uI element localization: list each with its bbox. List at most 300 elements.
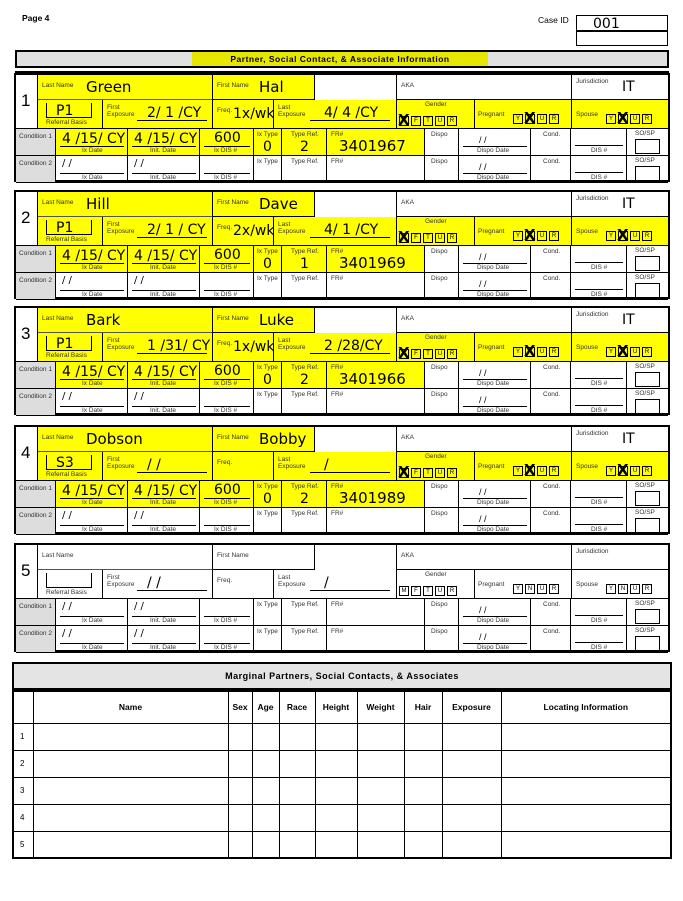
marginal-cell-race[interactable] <box>279 723 315 750</box>
marginal-cell-locating-information[interactable] <box>501 777 671 804</box>
dispo-date-field[interactable]: / / Dispo Date <box>459 508 531 535</box>
first-exposure-field[interactable]: First Exposure 1 /31/ CY <box>103 333 213 362</box>
pregnant-option-u[interactable]: U <box>537 231 547 241</box>
spouse-option-u[interactable]: U <box>630 114 640 124</box>
referral-basis-field[interactable]: P1 Referral Basis <box>38 333 103 362</box>
jurisdiction-field[interactable]: Jurisdiction <box>572 545 668 570</box>
dispo-date-field[interactable]: / / Dispo Date <box>459 246 531 273</box>
gender-option-m[interactable] <box>399 116 409 126</box>
pregnant-option-n[interactable]: N <box>525 584 535 594</box>
dispo-date-field[interactable]: / / Dispo Date <box>459 389 531 416</box>
spouse-option-y[interactable]: Y <box>606 231 616 241</box>
dis-field[interactable]: DIS # <box>571 599 627 626</box>
gender-option-t[interactable]: T <box>423 586 433 596</box>
dispo-date-field[interactable]: / / Dispo Date <box>459 481 531 508</box>
gender-option-r[interactable]: R <box>447 116 457 126</box>
marginal-cell-name[interactable] <box>33 777 228 804</box>
type-ref-field[interactable]: Type Ref. 2 <box>282 481 327 508</box>
first-exposure-value: 2/ 1 / CY <box>147 222 206 238</box>
spouse-option-r[interactable]: R <box>642 114 652 124</box>
ix-date-field[interactable]: / / Ix Date <box>56 626 128 653</box>
last-exposure-field[interactable]: Last Exposure / <box>274 452 397 481</box>
init-date-field[interactable]: / / Init. Date <box>128 626 200 653</box>
marginal-cell-exposure[interactable] <box>442 777 501 804</box>
partner-number: 4 <box>21 443 31 462</box>
spouse-field[interactable]: Spouse Y N U R <box>572 570 668 599</box>
fr-field[interactable]: FR# <box>327 626 425 653</box>
dis-field[interactable]: DIS # <box>571 246 627 273</box>
row-number: 3 <box>13 777 33 804</box>
first-name-field[interactable]: First Name <box>213 545 315 570</box>
marginal-cell-age[interactable] <box>252 723 279 750</box>
init-date-field[interactable]: 4 /15/ CY Init. Date <box>128 481 200 508</box>
type-ref-field[interactable]: Type Ref. 2 <box>282 362 327 389</box>
pregnant-field[interactable]: Pregnant Y X U R <box>475 333 572 362</box>
marginal-cell-height[interactable] <box>315 804 357 831</box>
dis-field[interactable]: DIS # <box>571 508 627 535</box>
gender-option-f[interactable]: F <box>411 233 421 243</box>
sosp-checkbox[interactable] <box>635 139 660 154</box>
freq-field[interactable]: Freq. <box>213 452 274 481</box>
ix-dis-field[interactable]: Ix DIS # <box>200 626 254 653</box>
spouse-option-y[interactable]: Y <box>606 584 616 594</box>
jurisdiction-field[interactable]: Jurisdiction IT <box>572 427 668 452</box>
marginal-cell-locating-information[interactable] <box>501 804 671 831</box>
cond-field[interactable]: Cond. <box>531 246 571 273</box>
gender-option-t[interactable]: T <box>423 349 433 359</box>
gender-field[interactable]: Gender XF T U R <box>397 217 475 246</box>
sosp-field[interactable]: SO/SP <box>627 246 668 273</box>
gender-option-f[interactable]: F <box>411 116 421 126</box>
cond-field[interactable]: Cond. <box>531 389 571 416</box>
dis-field[interactable]: DIS # <box>571 273 627 300</box>
sosp-checkbox[interactable] <box>635 609 660 624</box>
pregnant-option-n[interactable] <box>525 231 535 241</box>
gender-option-m[interactable]: M <box>399 586 409 596</box>
aka-field[interactable]: AKA <box>397 427 572 452</box>
ix-dis-field[interactable]: 600 Ix DIS # <box>200 246 254 273</box>
marginal-cell-height[interactable] <box>315 831 357 858</box>
referral-basis-value: P1 <box>56 103 74 119</box>
cond-field[interactable]: Cond. <box>531 362 571 389</box>
sosp-checkbox[interactable] <box>635 399 660 414</box>
init-date-field[interactable]: / / Init. Date <box>128 599 200 626</box>
referral-basis-field[interactable]: P1 Referral Basis <box>38 217 103 246</box>
sosp-field[interactable]: SO/SP <box>627 508 668 535</box>
marginal-cell-age[interactable] <box>252 831 279 858</box>
fr-field[interactable]: FR# <box>327 389 425 416</box>
last-name-field[interactable]: Last Name Bark <box>38 308 213 333</box>
pregnant-option-y[interactable]: Y <box>513 584 523 594</box>
ix-date-field[interactable]: / / Ix Date <box>56 508 128 535</box>
marginal-cell-sex[interactable] <box>228 750 252 777</box>
pregnant-option-r[interactable]: R <box>549 347 559 357</box>
pregnant-option-n[interactable] <box>525 466 535 476</box>
last-name-field[interactable]: Last Name Green <box>38 75 213 100</box>
dis-field[interactable]: DIS # <box>571 389 627 416</box>
gender-option-r[interactable]: R <box>447 468 457 478</box>
marginal-cell-weight[interactable] <box>357 750 404 777</box>
marginal-cell-name[interactable] <box>33 723 228 750</box>
dispo-date-field[interactable]: / / Dispo Date <box>459 129 531 156</box>
fr-field[interactable]: FR# 3401989 <box>327 481 425 508</box>
marginal-cell-race[interactable] <box>279 777 315 804</box>
dispo-date-field[interactable]: / / Dispo Date <box>459 273 531 300</box>
marginal-cell-sex[interactable] <box>228 723 252 750</box>
gender-option-m[interactable] <box>399 349 409 359</box>
gender-field[interactable]: Gender XF T U R <box>397 452 475 481</box>
gender-option-u[interactable]: U <box>435 468 445 478</box>
freq-field[interactable]: Freq. 1x/wk <box>213 100 274 129</box>
marginal-cell-name[interactable] <box>33 804 228 831</box>
type-ref-field[interactable]: Type Ref. <box>282 508 327 535</box>
marginal-cell-height[interactable] <box>315 777 357 804</box>
spouse-option-n[interactable] <box>618 231 628 241</box>
last-exposure-field[interactable]: Last Exposure 2 /28/CY <box>274 333 397 362</box>
gender-option-r[interactable]: R <box>447 586 457 596</box>
spouse-option-r[interactable]: R <box>642 347 652 357</box>
marginal-cell-exposure[interactable] <box>442 723 501 750</box>
type-ref-field[interactable]: Type Ref. 2 <box>282 129 327 156</box>
referral-basis-field[interactable]: P1 Referral Basis <box>38 100 103 129</box>
last-name-value: Dobson <box>86 430 143 448</box>
ix-type-field[interactable]: Ix Type 0 <box>254 246 282 273</box>
referral-basis-value: P1 <box>56 336 74 352</box>
pregnant-option-r[interactable]: R <box>549 231 559 241</box>
sosp-field[interactable]: SO/SP <box>627 481 668 508</box>
marginal-cell-hair[interactable] <box>404 804 442 831</box>
pregnant-field[interactable]: Pregnant Y X U R <box>475 452 572 481</box>
cond-field[interactable]: Cond. <box>531 156 571 183</box>
marginal-cell-age[interactable] <box>252 804 279 831</box>
marginal-cell-weight[interactable] <box>357 723 404 750</box>
last-exposure-value: 4/ 1 /CY <box>324 222 379 238</box>
spouse-field[interactable]: Spouse Y X U R <box>572 452 668 481</box>
init-date-field[interactable]: / / Init. Date <box>128 389 200 416</box>
marginal-cell-hair[interactable] <box>404 723 442 750</box>
first-exposure-field[interactable]: First Exposure 2/ 1 / CY <box>103 217 213 246</box>
pregnant-field[interactable]: Pregnant Y X U R <box>475 217 572 246</box>
fr-field[interactable]: FR# 3401969 <box>327 246 425 273</box>
dis-field[interactable]: DIS # <box>571 481 627 508</box>
ix-dis-field[interactable]: Ix DIS # <box>200 273 254 300</box>
dis-field[interactable]: DIS # <box>571 626 627 653</box>
dispo-date-field[interactable]: / / Dispo Date <box>459 626 531 653</box>
gender-option-u[interactable]: U <box>435 116 445 126</box>
sosp-checkbox[interactable] <box>635 372 660 387</box>
pregnant-option-u[interactable]: U <box>537 584 547 594</box>
marginal-cell-exposure[interactable] <box>442 804 501 831</box>
init-date-field[interactable]: 4 /15/ CY Init. Date <box>128 129 200 156</box>
ix-type-field[interactable]: Ix Type <box>254 389 282 416</box>
marginal-cell-height[interactable] <box>315 723 357 750</box>
marginal-cell-hair[interactable] <box>404 750 442 777</box>
spouse-option-r[interactable]: R <box>642 584 652 594</box>
aka-field[interactable]: AKA <box>397 545 572 570</box>
fr-field[interactable]: FR# 3401966 <box>327 362 425 389</box>
marginal-cell-sex[interactable] <box>228 804 252 831</box>
marginal-cell-age[interactable] <box>252 777 279 804</box>
ix-type-field[interactable]: Ix Type 0 <box>254 129 282 156</box>
dispo-field[interactable]: Dispo <box>425 273 459 300</box>
pregnant-option-u[interactable]: U <box>537 114 547 124</box>
marginal-cell-hair[interactable] <box>404 831 442 858</box>
marginal-cell-locating-information[interactable] <box>501 750 671 777</box>
marginal-cell-locating-information[interactable] <box>501 723 671 750</box>
pregnant-field[interactable]: Pregnant Y X U R <box>475 100 572 129</box>
gender-field[interactable]: Gender XF T U R <box>397 100 475 129</box>
marginal-cell-height[interactable] <box>315 750 357 777</box>
gender-option-r[interactable]: R <box>447 233 457 243</box>
marginal-cell-weight[interactable] <box>357 804 404 831</box>
dispo-date-field[interactable]: / / Dispo Date <box>459 362 531 389</box>
first-name-field[interactable]: First Name Luke <box>213 308 315 333</box>
gender-field[interactable]: Gender M F T U R <box>397 570 475 599</box>
dispo-date-field[interactable]: / / Dispo Date <box>459 599 531 626</box>
ix-dis-field[interactable]: 600 Ix DIS # <box>200 481 254 508</box>
marginal-cell-sex[interactable] <box>228 777 252 804</box>
ix-type-field[interactable]: Ix Type <box>254 508 282 535</box>
first-name-field[interactable]: First Name Hal <box>213 75 315 100</box>
pregnant-option-y[interactable]: Y <box>513 347 523 357</box>
sosp-checkbox[interactable] <box>635 518 660 533</box>
ix-dis-field[interactable]: 600 Ix DIS # <box>200 362 254 389</box>
sosp-checkbox[interactable] <box>635 491 660 506</box>
gender-option-r[interactable]: R <box>447 349 457 359</box>
ix-type-field[interactable]: Ix Type 0 <box>254 362 282 389</box>
sosp-checkbox[interactable] <box>635 256 660 271</box>
fr-field[interactable]: FR# <box>327 156 425 183</box>
spouse-option-u[interactable]: U <box>630 231 640 241</box>
gender-option-f[interactable]: F <box>411 586 421 596</box>
sosp-field[interactable]: SO/SP <box>627 389 668 416</box>
sosp-field[interactable]: SO/SP <box>627 129 668 156</box>
gender-option-t[interactable]: T <box>423 233 433 243</box>
marginal-cell-race[interactable] <box>279 750 315 777</box>
dispo-field[interactable]: Dispo <box>425 129 459 156</box>
spouse-option-y[interactable]: Y <box>606 114 616 124</box>
dispo-field[interactable]: Dispo <box>425 246 459 273</box>
pregnant-option-y[interactable]: Y <box>513 231 523 241</box>
ix-dis-field[interactable]: Ix DIS # <box>200 389 254 416</box>
case-id-field[interactable]: 001 <box>576 15 668 31</box>
sosp-checkbox[interactable] <box>635 166 660 181</box>
ix-type-field[interactable]: Ix Type <box>254 273 282 300</box>
init-date-field[interactable]: 4 /15/ CY Init. Date <box>128 362 200 389</box>
gender-option-t[interactable]: T <box>423 116 433 126</box>
last-name-value: Green <box>86 78 132 96</box>
marginal-title: Marginal Partners, Social Contacts, & Associates <box>12 662 672 690</box>
gender-option-m[interactable] <box>399 233 409 243</box>
spouse-option-r[interactable]: R <box>642 466 652 476</box>
gender-field[interactable]: Gender XF T U R <box>397 333 475 362</box>
type-ref-field[interactable]: Type Ref. <box>282 626 327 653</box>
type-ref-field[interactable]: Type Ref. <box>282 156 327 183</box>
spouse-option-r[interactable]: R <box>642 231 652 241</box>
pregnant-option-u[interactable]: U <box>537 347 547 357</box>
spouse-option-n[interactable]: N <box>618 584 628 594</box>
spouse-option-y[interactable]: Y <box>606 347 616 357</box>
marginal-cell-weight[interactable] <box>357 831 404 858</box>
dispo-field[interactable]: Dispo <box>425 389 459 416</box>
first-exposure-field[interactable]: First Exposure / / <box>103 452 213 481</box>
freq-field[interactable]: Freq. 1x/wk <box>213 333 274 362</box>
gender-option-u[interactable]: U <box>435 349 445 359</box>
dis-field[interactable]: DIS # <box>571 156 627 183</box>
spouse-option-u[interactable]: U <box>630 347 640 357</box>
gender-option-f[interactable]: F <box>411 468 421 478</box>
last-name-field[interactable]: Last Name Dobson <box>38 427 213 452</box>
first-name-field[interactable]: First Name Dave <box>213 192 315 217</box>
spouse-option-n[interactable] <box>618 114 628 124</box>
ix-dis-field[interactable]: Ix DIS # <box>200 156 254 183</box>
freq-field[interactable]: Freq. 2x/wk <box>213 217 274 246</box>
spouse-option-y[interactable]: Y <box>606 466 616 476</box>
init-date-field[interactable]: / / Init. Date <box>128 273 200 300</box>
spouse-option-n[interactable] <box>618 466 628 476</box>
gender-option-m[interactable] <box>399 468 409 478</box>
referral-basis-field[interactable]: S3 Referral Basis <box>38 452 103 481</box>
dis-field[interactable]: DIS # <box>571 362 627 389</box>
pregnant-field[interactable]: Pregnant Y N U R <box>475 570 572 599</box>
cond-field[interactable]: Cond. <box>531 129 571 156</box>
first-name-value: Dave <box>259 195 298 213</box>
fr-field[interactable]: FR# <box>327 508 425 535</box>
ix-type-field[interactable]: Ix Type 0 <box>254 481 282 508</box>
type-ref-field[interactable]: Type Ref. 1 <box>282 246 327 273</box>
dispo-date-field[interactable]: / / Dispo Date <box>459 156 531 183</box>
pregnant-option-n[interactable] <box>525 347 535 357</box>
dispo-field[interactable]: Dispo <box>425 626 459 653</box>
cond-field[interactable]: Cond. <box>531 273 571 300</box>
ix-dis-field[interactable]: Ix DIS # <box>200 508 254 535</box>
cond-field[interactable]: Cond. <box>531 508 571 535</box>
sosp-field[interactable]: SO/SP <box>627 626 668 653</box>
marginal-cell-exposure[interactable] <box>442 750 501 777</box>
dispo-field[interactable]: Dispo <box>425 362 459 389</box>
spouse-option-n[interactable] <box>618 347 628 357</box>
marginal-cell-race[interactable] <box>279 831 315 858</box>
ix-date-field[interactable]: / / Ix Date <box>56 599 128 626</box>
type-ref-field[interactable]: Type Ref. <box>282 389 327 416</box>
pregnant-option-r[interactable]: R <box>549 114 559 124</box>
jurisdiction-field[interactable]: Jurisdiction IT <box>572 75 668 100</box>
marginal-cell-sex[interactable] <box>228 831 252 858</box>
last-exposure-field[interactable]: Last Exposure 4/ 1 /CY <box>274 217 397 246</box>
cond-field[interactable]: Cond. <box>531 481 571 508</box>
first-exposure-value: 1 /31/ CY <box>147 338 211 354</box>
case-id-field-2[interactable] <box>576 31 668 46</box>
cond-field[interactable]: Cond. <box>531 599 571 626</box>
ix-date-field[interactable]: 4 /15/ CY Ix Date <box>56 129 128 156</box>
ix-dis-field[interactable]: Ix DIS # <box>200 599 254 626</box>
gender-option-f[interactable]: F <box>411 349 421 359</box>
init-date-field[interactable]: / / Init. Date <box>128 156 200 183</box>
pregnant-option-r[interactable]: R <box>549 466 559 476</box>
spouse-field[interactable]: Spouse Y X U R <box>572 100 668 129</box>
pregnant-option-y[interactable]: Y <box>513 466 523 476</box>
partner-number: 2 <box>21 208 31 227</box>
ix-dis-field[interactable]: 600 Ix DIS # <box>200 129 254 156</box>
aka-field[interactable]: AKA <box>397 192 572 217</box>
marginal-cell-age[interactable] <box>252 750 279 777</box>
fr-field[interactable]: FR# <box>327 273 425 300</box>
pregnant-option-u[interactable]: U <box>537 466 547 476</box>
spouse-option-u[interactable]: U <box>630 466 640 476</box>
pregnant-option-y[interactable]: Y <box>513 114 523 124</box>
dispo-field[interactable]: Dispo <box>425 481 459 508</box>
dis-field[interactable]: DIS # <box>571 129 627 156</box>
type-ref-field[interactable]: Type Ref. <box>282 273 327 300</box>
gender-option-t[interactable]: T <box>423 468 433 478</box>
marginal-cell-name[interactable] <box>33 831 228 858</box>
jurisdiction-field[interactable]: Jurisdiction IT <box>572 308 668 333</box>
spouse-field[interactable]: Spouse Y X U R <box>572 217 668 246</box>
aka-field[interactable]: AKA <box>397 75 572 100</box>
ix-type-field[interactable]: Ix Type <box>254 599 282 626</box>
type-ref-field[interactable]: Type Ref. <box>282 599 327 626</box>
ix-date-field[interactable]: 4 /15/ CY Ix Date <box>56 246 128 273</box>
ix-date-field[interactable]: / / Ix Date <box>56 273 128 300</box>
spouse-option-u[interactable]: U <box>630 584 640 594</box>
ix-date-field[interactable]: / / Ix Date <box>56 389 128 416</box>
ix-type-field[interactable]: Ix Type <box>254 626 282 653</box>
sosp-field[interactable]: SO/SP <box>627 362 668 389</box>
dispo-field[interactable]: Dispo <box>425 599 459 626</box>
dispo-field[interactable]: Dispo <box>425 156 459 183</box>
sosp-checkbox[interactable] <box>635 283 660 298</box>
fr-field[interactable]: FR# <box>327 599 425 626</box>
referral-basis-field[interactable]: Referral Basis <box>38 570 103 599</box>
dispo-field[interactable]: Dispo <box>425 508 459 535</box>
sosp-field[interactable]: SO/SP <box>627 599 668 626</box>
sosp-field[interactable]: SO/SP <box>627 273 668 300</box>
pregnant-option-r[interactable]: R <box>549 584 559 594</box>
ix-type-field[interactable]: Ix Type <box>254 156 282 183</box>
last-exposure-field[interactable]: Last Exposure / <box>274 570 397 599</box>
spouse-field[interactable]: Spouse Y X U R <box>572 333 668 362</box>
ix-date-field[interactable]: / / Ix Date <box>56 156 128 183</box>
marginal-cell-name[interactable] <box>33 750 228 777</box>
first-exposure-field[interactable]: First Exposure / / <box>103 570 213 599</box>
marginal-cell-race[interactable] <box>279 804 315 831</box>
first-exposure-field[interactable]: First Exposure 2/ 1 /CY <box>103 100 213 129</box>
init-date-field[interactable]: / / Init. Date <box>128 508 200 535</box>
fr-field[interactable]: FR# 3401967 <box>327 129 425 156</box>
gender-option-u[interactable]: U <box>435 586 445 596</box>
cond-field[interactable]: Cond. <box>531 626 571 653</box>
first-name-field[interactable]: First Name Bobby <box>213 427 315 452</box>
gender-option-u[interactable]: U <box>435 233 445 243</box>
marginal-cell-hair[interactable] <box>404 777 442 804</box>
last-exposure-value: 2 /28/CY <box>324 338 383 354</box>
ix-date-field[interactable]: 4 /15/ CY Ix Date <box>56 481 128 508</box>
aka-field[interactable]: AKA <box>397 308 572 333</box>
last-name-field[interactable]: Last Name <box>38 545 213 570</box>
last-name-field[interactable]: Last Name Hill <box>38 192 213 217</box>
last-exposure-field[interactable]: Last Exposure 4/ 4 /CY <box>274 100 397 129</box>
marginal-cell-locating-information[interactable] <box>501 831 671 858</box>
sosp-field[interactable]: SO/SP <box>627 156 668 183</box>
ix-date-field[interactable]: 4 /15/ CY Ix Date <box>56 362 128 389</box>
jurisdiction-field[interactable]: Jurisdiction IT <box>572 192 668 217</box>
marginal-cell-exposure[interactable] <box>442 831 501 858</box>
init-date-field[interactable]: 4 /15/ CY Init. Date <box>128 246 200 273</box>
marginal-cell-weight[interactable] <box>357 777 404 804</box>
pregnant-option-n[interactable] <box>525 114 535 124</box>
sosp-checkbox[interactable] <box>635 636 660 651</box>
freq-field[interactable]: Freq. <box>213 570 274 599</box>
